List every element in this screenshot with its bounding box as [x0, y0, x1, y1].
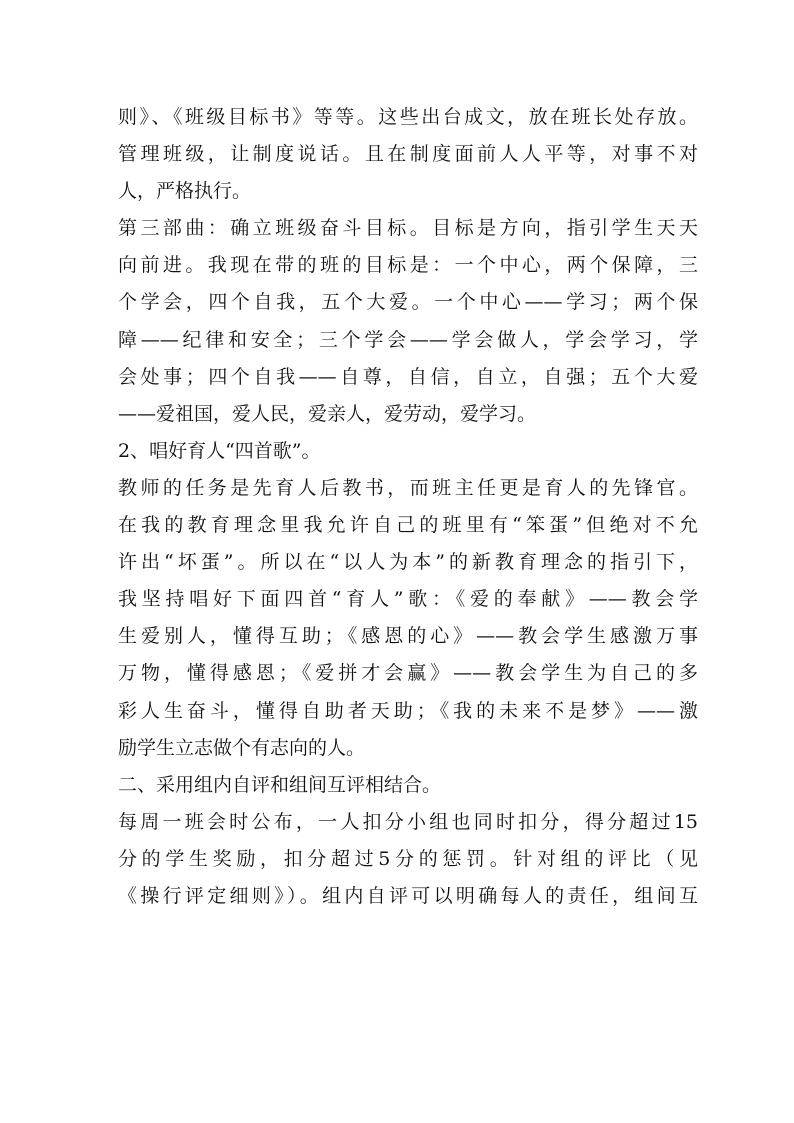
text-line: 每周一班会时公布，一人扣分小组也同时扣分，得分超过15	[118, 810, 698, 833]
text-line: 彩人生奋斗，懂得自助者天助；《我的未来不是梦》——激	[118, 699, 698, 722]
text-line: 教师的任务是先育人后教书，而班主任更是育人的先锋官。	[118, 476, 698, 499]
text-line: 生爱别人，懂得互助；《感恩的心》——教会学生感激万事	[118, 625, 698, 648]
text-line: ——爱祖国，爱人民，爱亲人，爱劳动，爱学习。	[118, 402, 537, 425]
body-text	[118, 99, 698, 915]
text-line: 在我的教育理念里我允许自己的班里有“笨蛋”但绝对不允	[118, 514, 698, 537]
text-line: 励学生立志做个有志向的人。	[118, 736, 366, 759]
text-line: 会处事；四个自我——自尊，自信，自立，自强；五个大爱	[118, 365, 698, 388]
section-heading: 二、采用组内自评和组间互评相结合。	[118, 773, 442, 796]
text-line: 人，严格执行。	[118, 180, 252, 203]
text-line: 则》、《班级目标书》等等。这些出台成文，放在班长处存放。	[118, 106, 698, 128]
text-line: 第三部曲：确立班级奋斗目标。目标是方向，指引学生天天	[118, 217, 698, 240]
text-line: 管理班级，让制度说话。且在制度面前人人平等，对事不对	[118, 143, 698, 166]
text-line: 向前进。我现在带的班的目标是：一个中心，两个保障，三	[118, 254, 698, 277]
text-line: 个学会，四个自我，五个大爱。一个中心——学习；两个保	[118, 291, 698, 314]
text-line: 障——纪律和安全；三个学会——学会做人，学会学习，学	[118, 328, 698, 351]
text-line: 《操行评定细则》）。组内自评可以明确每人的责任，组间互	[118, 884, 698, 907]
text-line: 我坚持唱好下面四首“育人”歌：《爱的奉献》——教会学	[118, 588, 698, 611]
text-line: 万物，懂得感恩；《爱拼才会赢》——教会学生为自己的多	[118, 662, 698, 685]
section-heading: 2、唱好育人“四首歌”。	[118, 439, 321, 462]
text-line: 分的学生奖励，扣分超过5分的惩罚。针对组的评比（见	[118, 847, 698, 870]
text-line: 许出“坏蛋”。所以在“以人为本”的新教育理念的指引下，	[118, 551, 698, 574]
